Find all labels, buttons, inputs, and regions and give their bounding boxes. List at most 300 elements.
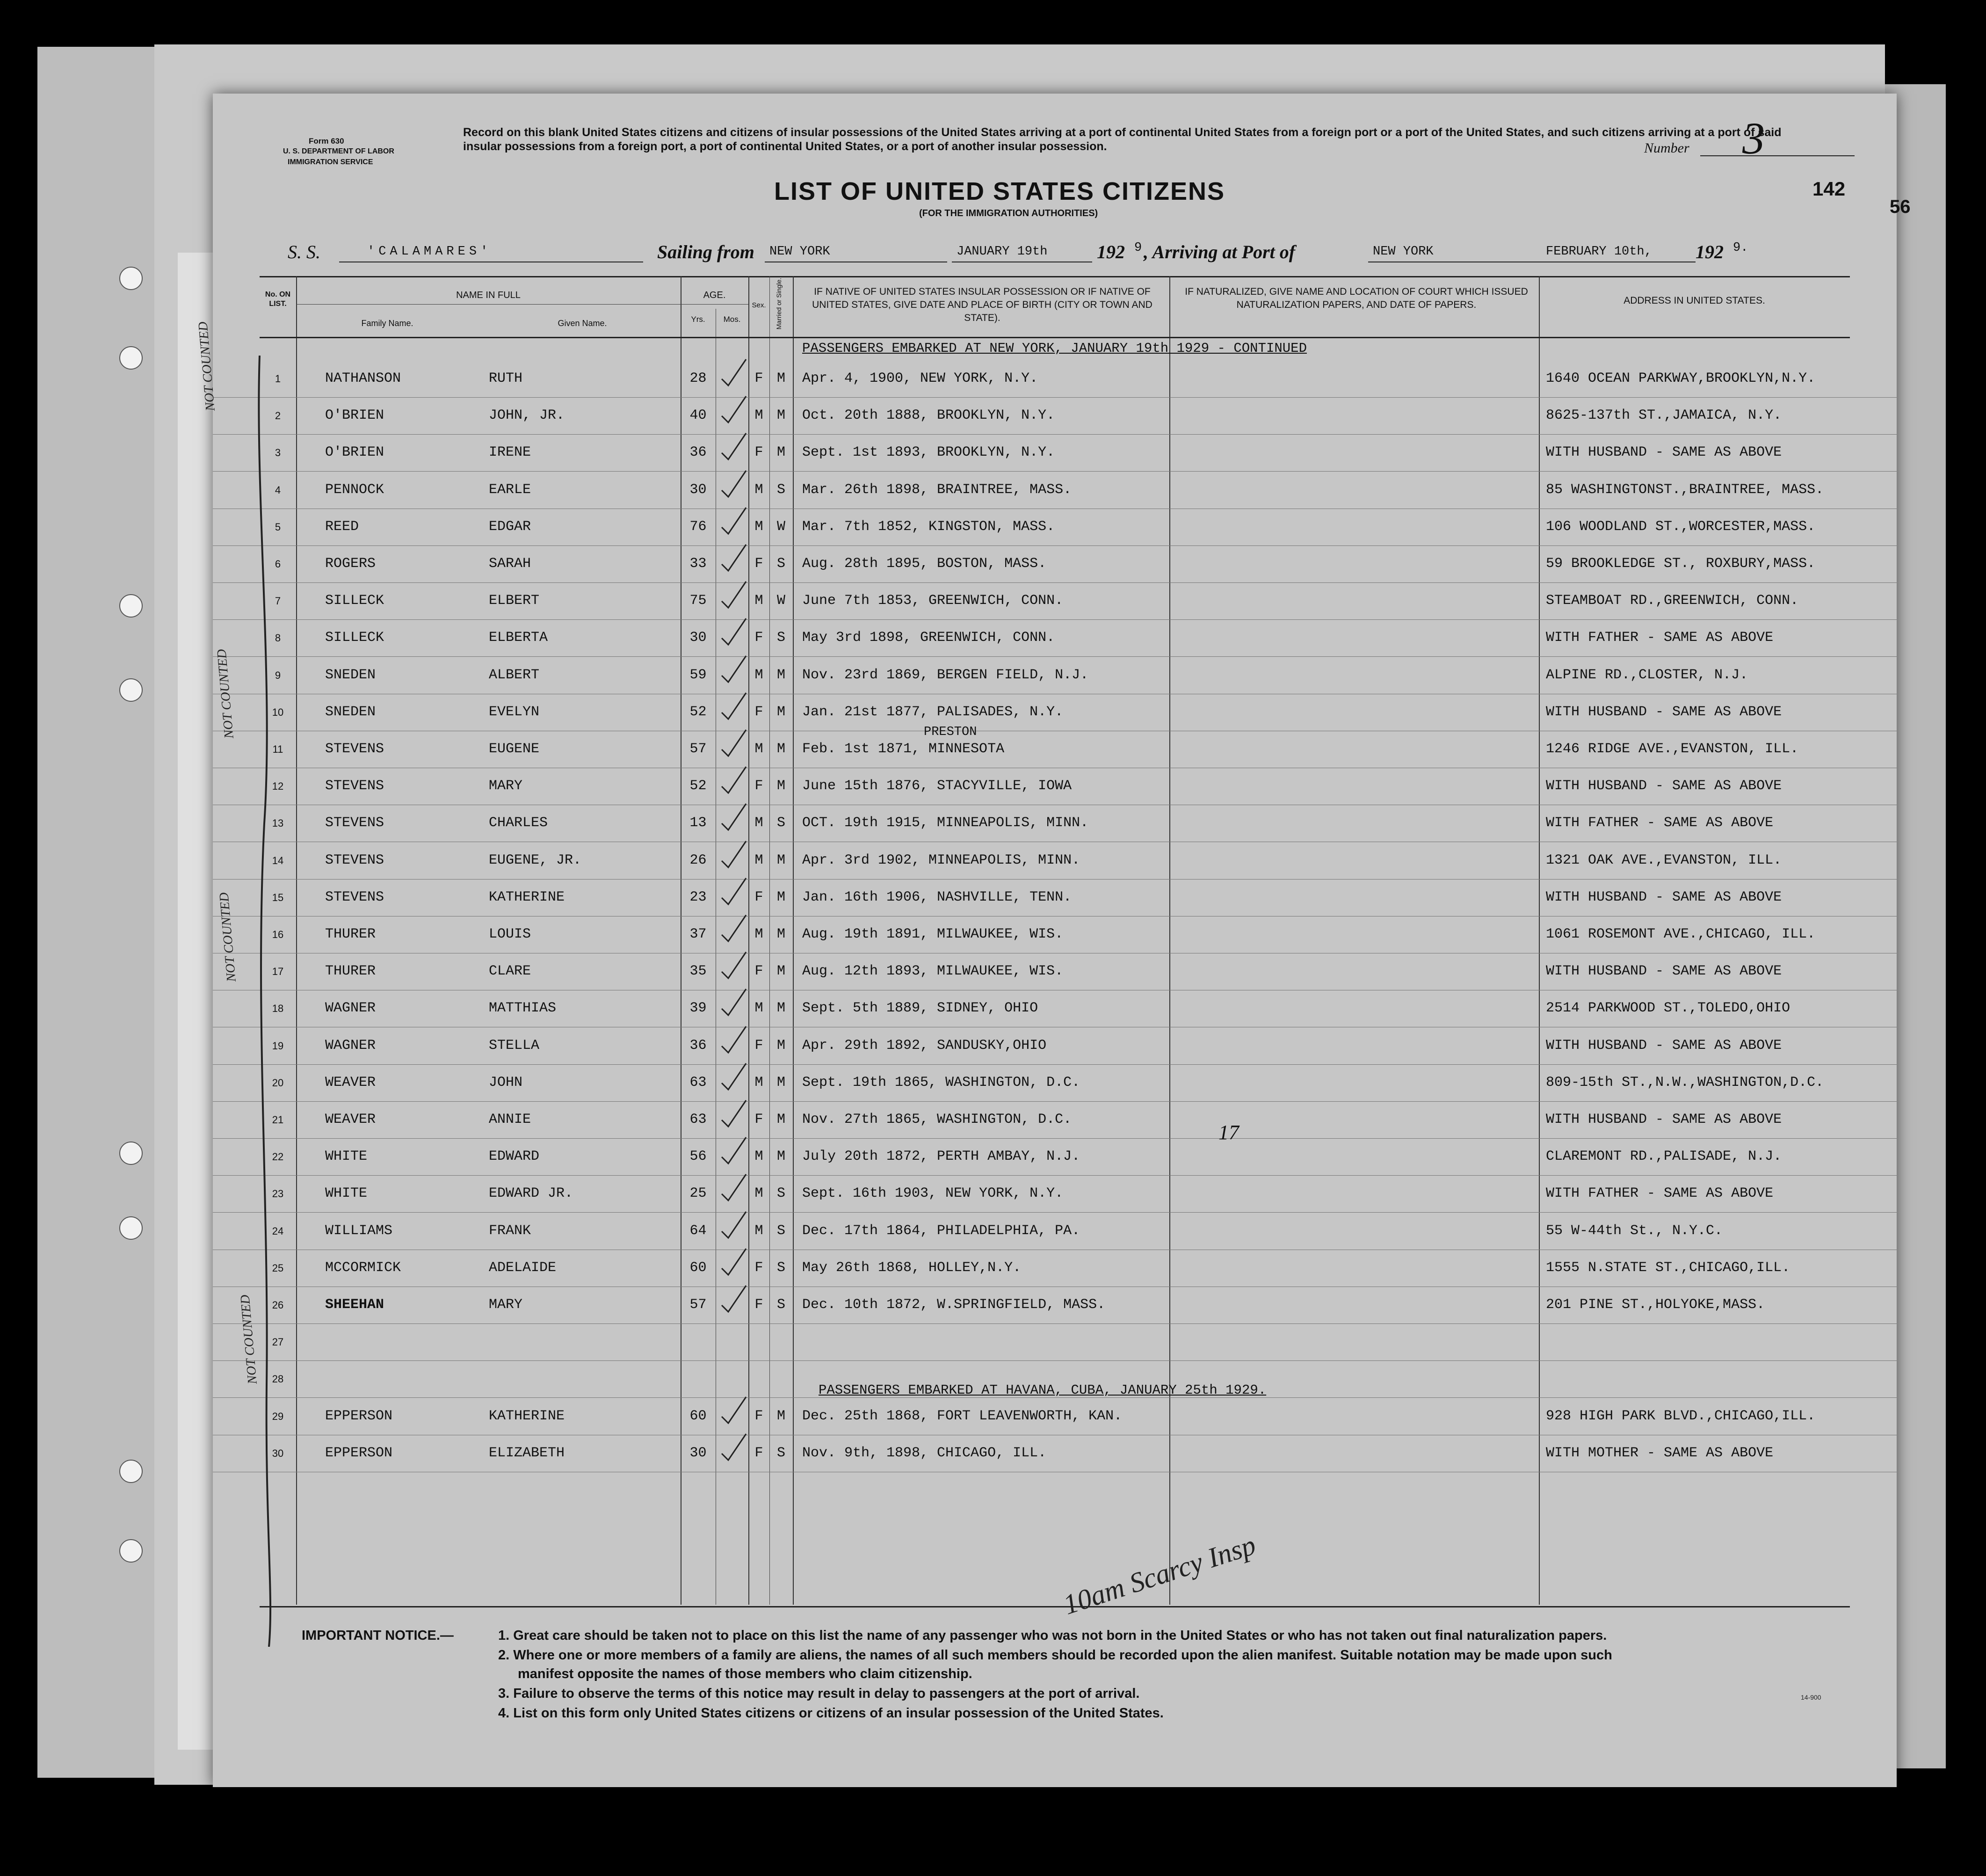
checkmark-icon bbox=[718, 838, 751, 871]
table-row bbox=[213, 1138, 1897, 1176]
marital-status: M bbox=[776, 1037, 785, 1054]
marital-status: M bbox=[776, 667, 785, 683]
row-number: 15 bbox=[272, 891, 284, 903]
age-years: 63 bbox=[689, 1074, 707, 1091]
row-number: 3 bbox=[275, 447, 281, 459]
table-row bbox=[213, 879, 1897, 916]
row-number: 22 bbox=[272, 1151, 284, 1163]
arrival-year-prefix: 192 bbox=[1696, 241, 1724, 262]
ss-label: S. S. bbox=[288, 241, 320, 262]
sex: M bbox=[754, 407, 763, 424]
given-name: MATTHIAS bbox=[489, 1000, 557, 1017]
section-header-new-york: PASSENGERS EMBARKED AT NEW YORK, JANUARY 19th 1929 - CONTINUED bbox=[802, 341, 1307, 356]
table-row bbox=[213, 472, 1897, 509]
row-number: 23 bbox=[272, 1188, 284, 1200]
voyage-line bbox=[288, 241, 1878, 264]
sex: M bbox=[754, 481, 763, 498]
family-name bbox=[325, 1323, 479, 1360]
us-address: 928 HIGH PARK BLVD.,CHICAGO,ILL. bbox=[1546, 1408, 1816, 1424]
us-address: WITH FATHER - SAME AS ABOVE bbox=[1546, 1185, 1774, 1202]
marital-status: W bbox=[776, 518, 785, 535]
age-years: 13 bbox=[689, 815, 707, 831]
checkmark-icon bbox=[718, 1024, 751, 1056]
age-years: 36 bbox=[689, 444, 707, 461]
service-name: IMMIGRATION SERVICE bbox=[288, 158, 373, 166]
binder-hole bbox=[119, 267, 143, 290]
print-code: 14-900 bbox=[1801, 1694, 1821, 1701]
given-name: ELBERTA bbox=[489, 630, 548, 646]
checkmark-icon bbox=[718, 949, 751, 982]
age-years: 33 bbox=[689, 556, 707, 572]
birth-info: Nov. 27th 1865, WASHINGTON, D.C. bbox=[802, 1112, 1072, 1127]
us-address: 1321 OAK AVE.,EVANSTON, ILL. bbox=[1546, 852, 1782, 868]
family-name bbox=[325, 1360, 479, 1397]
sailing-label: Sailing from bbox=[657, 241, 754, 262]
sex: M bbox=[754, 815, 763, 831]
checkmark-icon bbox=[718, 1394, 751, 1427]
row-number: 29 bbox=[272, 1410, 284, 1422]
sex: M bbox=[754, 667, 763, 683]
table-row bbox=[213, 397, 1897, 435]
marital-status: S bbox=[776, 1445, 785, 1461]
row-number: 10 bbox=[272, 706, 284, 718]
sex: F bbox=[754, 963, 763, 980]
us-address: 201 PINE ST.,HOLYOKE,MASS. bbox=[1546, 1297, 1765, 1313]
record-instructions: Record on this blank United States citizens and citizens of insular possessions of the United States arriving at a port of continental United States from a foreign port or a port of the United States, and such citizens arriving at a port of said insular possessions from a foreign port, a port of continental United States, or a port of another insular possession. bbox=[463, 126, 1782, 153]
age-years: 26 bbox=[689, 852, 707, 868]
sex: F bbox=[754, 556, 763, 572]
sex: F bbox=[754, 1112, 763, 1127]
header-given-name: Given Name. bbox=[558, 319, 607, 328]
age-years: 76 bbox=[689, 518, 707, 535]
us-address: 2514 PARKWOOD ST.,TOLEDO,OHIO bbox=[1546, 1000, 1790, 1017]
marital-status: M bbox=[776, 741, 785, 757]
age-years: 59 bbox=[689, 667, 707, 683]
us-address: WITH HUSBAND - SAME AS ABOVE bbox=[1546, 778, 1782, 794]
given-name: CHARLES bbox=[489, 815, 548, 831]
birth-info: May 26th 1868, HOLLEY,N.Y. bbox=[802, 1259, 1022, 1276]
family-name: SNEDEN bbox=[325, 704, 376, 720]
department-name: U. S. DEPARTMENT OF LABOR bbox=[283, 147, 394, 155]
given-name: JOHN bbox=[489, 1074, 523, 1091]
binder-hole bbox=[119, 594, 143, 618]
us-address: WITH HUSBAND - SAME AS ABOVE bbox=[1546, 1112, 1782, 1127]
family-name: WILLIAMS bbox=[325, 1222, 393, 1239]
arrival-date: FEBRUARY 10th, bbox=[1546, 245, 1652, 259]
table-row bbox=[213, 725, 1897, 768]
given-name: EDWARD bbox=[489, 1149, 540, 1165]
table-row bbox=[213, 509, 1897, 546]
row-number: 26 bbox=[272, 1299, 284, 1311]
age-years: 30 bbox=[689, 630, 707, 646]
row-number: 21 bbox=[272, 1114, 284, 1126]
marital-status bbox=[769, 1323, 793, 1360]
family-name: WEAVER bbox=[325, 1112, 376, 1127]
given-name bbox=[489, 1360, 676, 1397]
given-name: ANNIE bbox=[489, 1112, 531, 1127]
handwritten-not-counted: NOT COUNTED bbox=[217, 892, 239, 982]
checkmark-icon bbox=[718, 875, 751, 908]
table-row bbox=[213, 619, 1897, 657]
sailing-port: NEW YORK bbox=[769, 245, 830, 259]
notice-heading: IMPORTANT NOTICE.— bbox=[302, 1628, 454, 1643]
checkmark-icon bbox=[718, 505, 751, 538]
birth-info: Apr. 3rd 1902, MINNEAPOLIS, MINN. bbox=[802, 852, 1080, 868]
age-years: 56 bbox=[689, 1149, 707, 1165]
family-name: WHITE bbox=[325, 1149, 368, 1165]
age-years: 25 bbox=[689, 1185, 707, 1202]
marital-status: M bbox=[776, 778, 785, 794]
birth-info: Sept. 1st 1893, BROOKLYN, N.Y. bbox=[802, 444, 1055, 461]
row-number: 13 bbox=[272, 817, 284, 829]
sex: F bbox=[754, 889, 763, 905]
row-number: 19 bbox=[272, 1040, 284, 1052]
table-row bbox=[213, 1175, 1897, 1213]
notice-item-2: 2. Where one or more members of a family are aliens, the names of all such members should be recorded upon the alien manifest. Suitable notation may be made upon such bbox=[498, 1648, 1612, 1663]
sex: M bbox=[754, 852, 763, 868]
row-number: 5 bbox=[275, 521, 281, 533]
given-name: ELBERT bbox=[489, 593, 540, 609]
us-address: WITH FATHER - SAME AS ABOVE bbox=[1546, 815, 1774, 831]
binder-hole bbox=[119, 346, 143, 370]
sex: F bbox=[754, 1297, 763, 1313]
handwritten-bracket-line bbox=[241, 356, 316, 1647]
checkmark-icon bbox=[718, 653, 751, 686]
birth-info: Jan. 16th 1906, NASHVILLE, TENN. bbox=[802, 889, 1072, 905]
passenger-table bbox=[213, 360, 1897, 1483]
handwritten-not-counted: NOT COUNTED bbox=[238, 1294, 260, 1385]
family-name: PENNOCK bbox=[325, 481, 384, 498]
birth-info: Aug. 28th 1895, BOSTON, MASS. bbox=[802, 556, 1047, 572]
sex bbox=[748, 1360, 769, 1397]
birth-info: Dec. 25th 1868, FORT LEAVENWORTH, KAN. bbox=[802, 1408, 1123, 1424]
sex: F bbox=[754, 1259, 763, 1276]
us-address: 809-15th ST.,N.W.,WASHINGTON,D.C. bbox=[1546, 1074, 1824, 1091]
marital-status bbox=[769, 1360, 793, 1397]
marital-status: S bbox=[776, 481, 785, 498]
checkmark-icon bbox=[718, 801, 751, 834]
table-row bbox=[213, 990, 1897, 1027]
family-name: NATHANSON bbox=[325, 371, 401, 386]
family-name: THURER bbox=[325, 963, 376, 980]
page-title: LIST OF UNITED STATES CITIZENS bbox=[774, 177, 1225, 205]
row-number: 11 bbox=[272, 743, 283, 755]
given-name: STELLA bbox=[489, 1037, 540, 1054]
birth-info: Aug. 12th 1893, MILWAUKEE, WIS. bbox=[802, 963, 1064, 980]
family-name: MCCORMICK bbox=[325, 1259, 401, 1276]
us-address bbox=[1546, 1360, 1901, 1397]
sailing-year-suffix: 9 bbox=[1134, 241, 1142, 255]
table-row bbox=[213, 694, 1897, 731]
family-name: SILLECK bbox=[325, 593, 384, 609]
sex: M bbox=[754, 1185, 763, 1202]
age-years: 40 bbox=[689, 407, 707, 424]
given-name bbox=[489, 1323, 676, 1360]
row-number: 16 bbox=[272, 929, 284, 940]
checkmark-icon bbox=[718, 727, 751, 760]
notice-item-2-cont: manifest opposite the names of those members who claim citizenship. bbox=[518, 1666, 972, 1681]
us-address: 59 BROOKLEDGE ST., ROXBURY,MASS. bbox=[1546, 556, 1816, 572]
birth-info: Apr. 29th 1892, SANDUSKY,OHIO bbox=[802, 1037, 1047, 1054]
age-years: 37 bbox=[689, 926, 707, 942]
family-name: EPPERSON bbox=[325, 1445, 393, 1461]
header-mos: Mos. bbox=[723, 315, 741, 324]
checkmark-icon bbox=[718, 393, 751, 426]
row-number: 30 bbox=[272, 1447, 284, 1459]
given-name: CLARE bbox=[489, 963, 531, 980]
given-name: MARY bbox=[489, 1297, 523, 1313]
arrival-year-suffix: 9. bbox=[1733, 241, 1748, 255]
checkmark-icon bbox=[718, 616, 751, 648]
header-naturalized: IF NATURALIZED, GIVE NAME AND LOCATION OF COURT WHICH ISSUED NATURALIZATION PAPERS, AND DATE OF PAPERS. bbox=[1185, 286, 1528, 310]
us-address: 1640 OCEAN PARKWAY,BROOKLYN,N.Y. bbox=[1546, 371, 1816, 386]
family-name: SHEEHAN bbox=[325, 1297, 384, 1313]
given-name: EVELYN bbox=[489, 704, 540, 720]
sex: F bbox=[754, 1445, 763, 1461]
us-address: STEAMBOAT RD.,GREENWICH, CONN. bbox=[1546, 593, 1799, 609]
sex: M bbox=[754, 926, 763, 942]
given-name: EARLE bbox=[489, 481, 531, 498]
row-number: 17 bbox=[272, 966, 284, 978]
arrival-port: NEW YORK bbox=[1373, 245, 1434, 259]
table-row bbox=[213, 1398, 1897, 1435]
checkmark-icon bbox=[718, 1061, 751, 1093]
manifest-sheet bbox=[196, 94, 1911, 1787]
age-years: 75 bbox=[689, 593, 707, 609]
family-name: THURER bbox=[325, 926, 376, 942]
binder-hole bbox=[119, 1216, 143, 1240]
age-years: 60 bbox=[689, 1259, 707, 1276]
table-row bbox=[213, 657, 1897, 694]
birth-info: Dec. 17th 1864, PHILADELPHIA, PA. bbox=[802, 1222, 1080, 1239]
row-number: 6 bbox=[275, 558, 281, 570]
marital-status: M bbox=[776, 1000, 785, 1017]
marital-status: M bbox=[776, 1074, 785, 1091]
family-name: STEVENS bbox=[325, 741, 384, 757]
binder-hole bbox=[119, 1460, 143, 1483]
form-number: Form 630 bbox=[309, 137, 344, 145]
us-address: 55 W-44th St., N.Y.C. bbox=[1546, 1222, 1723, 1239]
marital-status: M bbox=[776, 1149, 785, 1165]
given-name: IRENE bbox=[489, 444, 531, 461]
sex: M bbox=[754, 1222, 763, 1239]
header-age: AGE. bbox=[703, 290, 726, 300]
row-number: 14 bbox=[272, 854, 284, 866]
sex: M bbox=[754, 1149, 763, 1165]
checkmark-icon bbox=[718, 468, 751, 501]
us-address: WITH HUSBAND - SAME AS ABOVE bbox=[1546, 1037, 1782, 1054]
family-name: O'BRIEN bbox=[325, 444, 384, 461]
family-name: ROGERS bbox=[325, 556, 376, 572]
given-name: EDWARD JR. bbox=[489, 1185, 573, 1202]
name-subheader-line bbox=[296, 304, 681, 305]
notice-item-1: 1. Great care should be taken not to place on this list the name of any passenger who was not born in the United States or who has not taken out final naturalization papers. bbox=[498, 1628, 1607, 1643]
marital-status: M bbox=[776, 704, 785, 720]
us-address: ALPINE RD.,CLOSTER, N.J. bbox=[1546, 667, 1748, 683]
header-bottom-line bbox=[260, 337, 1850, 338]
birth-note: PRESTON bbox=[924, 725, 977, 739]
arriving-label: , Arriving at Port of bbox=[1144, 241, 1296, 262]
sex: F bbox=[754, 630, 763, 646]
marital-status: M bbox=[776, 1408, 785, 1424]
family-name: O'BRIEN bbox=[325, 407, 384, 424]
age-years: 64 bbox=[689, 1222, 707, 1239]
header-address: ADDRESS IN UNITED STATES. bbox=[1624, 295, 1765, 306]
age-years: 52 bbox=[689, 704, 707, 720]
marital-status: M bbox=[776, 444, 785, 461]
age-years: 30 bbox=[689, 1445, 707, 1461]
sex: F bbox=[754, 778, 763, 794]
us-address: 1246 RIDGE AVE.,EVANSTON, ILL. bbox=[1546, 741, 1799, 757]
table-row bbox=[213, 768, 1897, 805]
us-address: CLAREMONT RD.,PALISADE, N.J. bbox=[1546, 1149, 1782, 1165]
birth-info: Nov. 9th, 1898, CHICAGO, ILL. bbox=[802, 1445, 1047, 1461]
given-name: RUTH bbox=[489, 371, 523, 386]
given-name: ALBERT bbox=[489, 667, 540, 683]
checkmark-icon bbox=[718, 1283, 751, 1316]
birth-info: Apr. 4, 1900, NEW YORK, N.Y. bbox=[802, 371, 1038, 386]
marital-status: S bbox=[776, 630, 785, 646]
row-number: 20 bbox=[272, 1076, 284, 1089]
marital-status: M bbox=[776, 852, 785, 868]
birth-info: Jan. 21st 1877, PALISADES, N.Y. bbox=[802, 704, 1064, 720]
table-row bbox=[213, 1101, 1897, 1139]
row-number: 4 bbox=[275, 484, 281, 496]
sex: M bbox=[754, 741, 763, 757]
header-yrs: Yrs. bbox=[691, 315, 705, 324]
marital-status: S bbox=[776, 1259, 785, 1276]
checkmark-icon bbox=[718, 542, 751, 574]
birth-info: Sept. 16th 1903, NEW YORK, N.Y. bbox=[802, 1185, 1064, 1202]
birth-info: OCT. 19th 1915, MINNEAPOLIS, MINN. bbox=[802, 815, 1089, 831]
checkmark-icon bbox=[718, 430, 751, 463]
sex: F bbox=[754, 444, 763, 461]
family-name: WAGNER bbox=[325, 1037, 376, 1054]
checkmark-icon bbox=[718, 986, 751, 1019]
family-name: SILLECK bbox=[325, 630, 384, 646]
ship-name: 'CALAMARES' bbox=[367, 245, 492, 259]
handwritten-not-counted: NOT COUNTED bbox=[196, 321, 218, 412]
marital-status: S bbox=[776, 556, 785, 572]
table-row bbox=[213, 1287, 1897, 1324]
marital-status: S bbox=[776, 1185, 785, 1202]
birth-info: Mar. 7th 1852, KINGSTON, MASS. bbox=[802, 518, 1055, 535]
row-number: 27 bbox=[272, 1336, 284, 1348]
row-number: 8 bbox=[275, 632, 281, 644]
table-row bbox=[213, 805, 1897, 842]
given-name: EDGAR bbox=[489, 518, 531, 535]
binder-hole bbox=[119, 1142, 143, 1165]
sex: M bbox=[754, 1000, 763, 1017]
notice-item-3: 3. Failure to observe the terms of this notice may result in delay to passengers at the port of arrival. bbox=[498, 1686, 1140, 1701]
sex: M bbox=[754, 593, 763, 609]
marital-status: M bbox=[776, 1112, 785, 1127]
checkmark-icon bbox=[718, 1431, 751, 1464]
given-name: ELIZABETH bbox=[489, 1445, 565, 1461]
row-number: 9 bbox=[275, 669, 281, 681]
checkmark-icon bbox=[718, 356, 751, 389]
birth-info bbox=[802, 1323, 1167, 1360]
table-row bbox=[213, 545, 1897, 583]
table-row bbox=[213, 1250, 1897, 1287]
binder-hole bbox=[119, 1539, 143, 1563]
birth-info: June 7th 1853, GREENWICH, CONN. bbox=[802, 593, 1064, 609]
family-name: EPPERSON bbox=[325, 1408, 393, 1424]
us-address: WITH HUSBAND - SAME AS ABOVE bbox=[1546, 963, 1782, 980]
row-number: 7 bbox=[275, 595, 281, 607]
list-number-handwritten: 3 bbox=[1742, 113, 1765, 163]
age-years: 35 bbox=[689, 963, 707, 980]
birth-info: June 15th 1876, STACYVILLE, IOWA bbox=[802, 778, 1072, 794]
age-years: 30 bbox=[689, 481, 707, 498]
header-married: Married or Single. bbox=[775, 277, 783, 330]
sailing-year-prefix: 192 bbox=[1097, 241, 1125, 262]
row-number: 18 bbox=[272, 1003, 284, 1015]
row-number: 24 bbox=[272, 1225, 284, 1237]
handwritten-mark-17: 17 bbox=[1218, 1121, 1239, 1144]
age-years: 52 bbox=[689, 778, 707, 794]
age-years bbox=[681, 1323, 716, 1360]
header-name-in-full: NAME IN FULL bbox=[456, 290, 521, 300]
marital-status: S bbox=[776, 1222, 785, 1239]
row-number: 2 bbox=[275, 410, 281, 422]
birth-info: Aug. 19th 1891, MILWAUKEE, WIS. bbox=[802, 926, 1064, 942]
age-years: 28 bbox=[689, 371, 707, 386]
number-underline bbox=[1700, 155, 1855, 156]
number-label: Number bbox=[1644, 140, 1689, 156]
table-row bbox=[213, 1323, 1897, 1361]
given-name: MARY bbox=[489, 778, 523, 794]
birth-info: July 20th 1872, PERTH AMBAY, N.J. bbox=[802, 1149, 1080, 1165]
us-address: WITH HUSBAND - SAME AS ABOVE bbox=[1546, 444, 1782, 461]
birth-info: Mar. 26th 1898, BRAINTREE, MASS. bbox=[802, 481, 1072, 498]
header-family-name: Family Name. bbox=[361, 319, 413, 328]
us-address: WITH FATHER - SAME AS ABOVE bbox=[1546, 630, 1774, 646]
age-years: 57 bbox=[689, 741, 707, 757]
row-number: 12 bbox=[272, 780, 284, 793]
sex: M bbox=[754, 1074, 763, 1091]
inspector-signature: 10am Scarcy Insp bbox=[1059, 1529, 1260, 1621]
sailing-date: JANUARY 19th bbox=[957, 245, 1048, 259]
sex: F bbox=[754, 371, 763, 386]
age-years: 39 bbox=[689, 1000, 707, 1017]
marital-status: M bbox=[776, 926, 785, 942]
family-name: STEVENS bbox=[325, 778, 384, 794]
birth-info: May 3rd 1898, GREENWICH, CONN. bbox=[802, 630, 1055, 646]
given-name: LOUIS bbox=[489, 926, 531, 942]
birth-info: Dec. 10th 1872, W.SPRINGFIELD, MASS. bbox=[802, 1297, 1106, 1313]
birth-info: Nov. 23rd 1869, BERGEN FIELD, N.J. bbox=[802, 667, 1089, 683]
checkmark-icon bbox=[718, 1098, 751, 1130]
checkmark-icon bbox=[718, 1134, 751, 1167]
given-name: SARAH bbox=[489, 556, 531, 572]
age-years bbox=[681, 1360, 716, 1397]
table-row bbox=[213, 1435, 1897, 1472]
family-name: STEVENS bbox=[325, 815, 384, 831]
us-address: 85 WASHINGTONST.,BRAINTREE, MASS. bbox=[1546, 481, 1824, 498]
checkmark-icon bbox=[718, 912, 751, 945]
given-name: KATHERINE bbox=[489, 1408, 565, 1424]
checkmark-icon bbox=[718, 690, 751, 723]
age-years: 23 bbox=[689, 889, 707, 905]
age-years: 60 bbox=[689, 1408, 707, 1424]
notice-item-4: 4. List on this form only United States citizens or citizens of an insular possession of the United States. bbox=[498, 1706, 1164, 1721]
us-address: 1555 N.STATE ST.,CHICAGO,ILL. bbox=[1546, 1259, 1790, 1276]
age-years: 63 bbox=[689, 1112, 707, 1127]
age-subheader-line bbox=[681, 304, 748, 305]
us-address: 8625-137th ST.,JAMAICA, N.Y. bbox=[1546, 407, 1782, 424]
sex: F bbox=[754, 1037, 763, 1054]
